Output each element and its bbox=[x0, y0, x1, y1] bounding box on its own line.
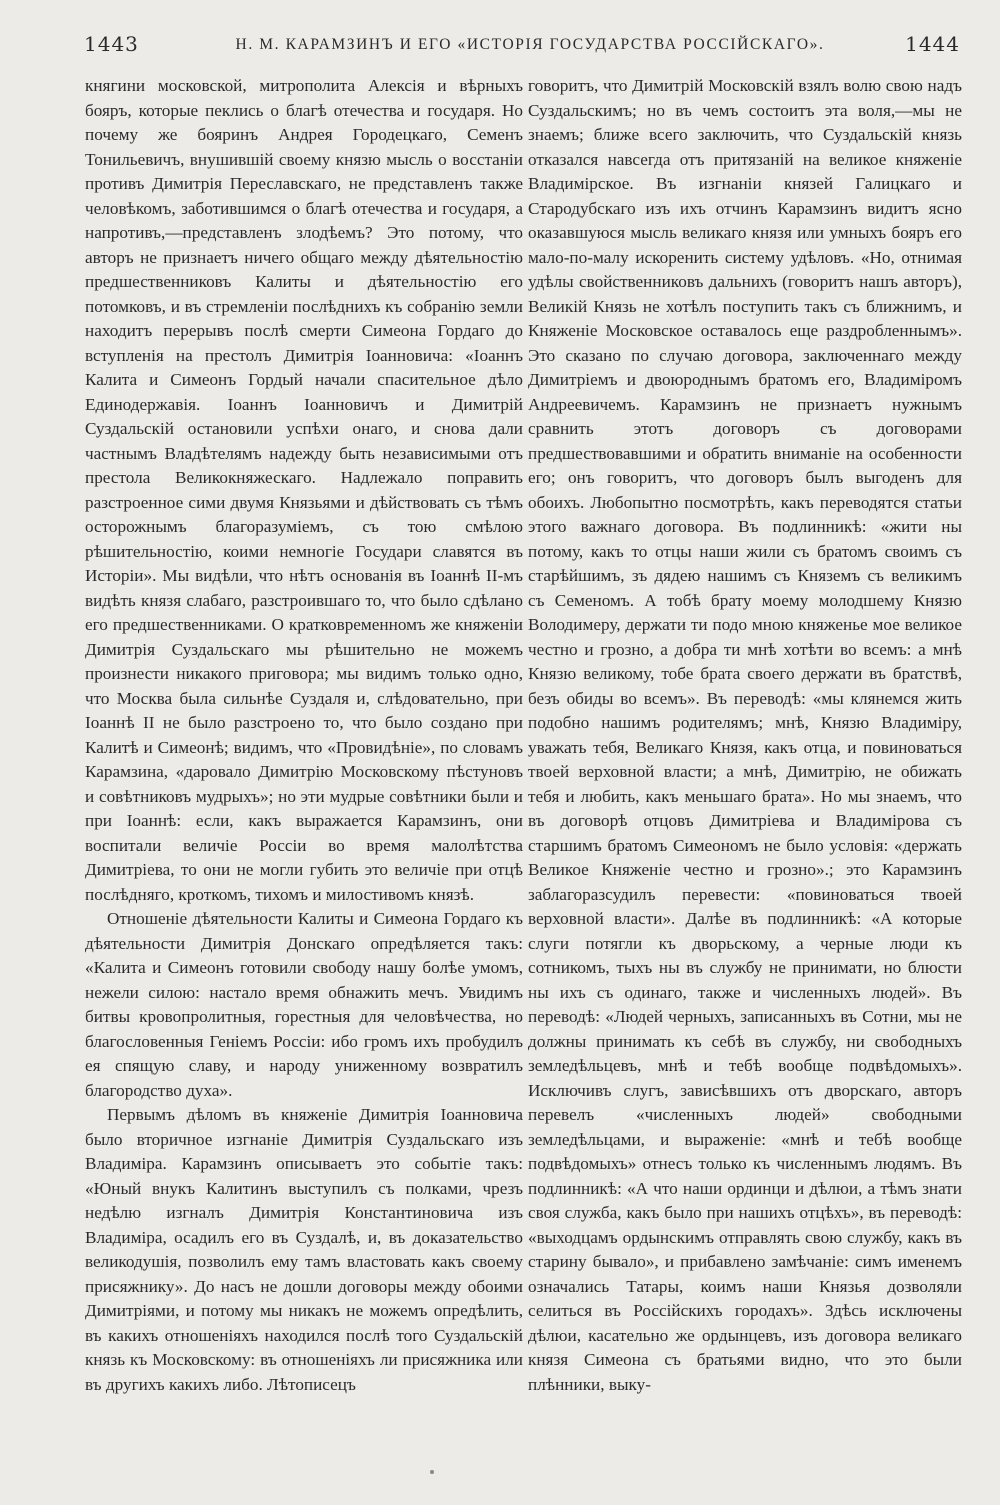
left-paragraph-1: княгини московской, митрополита Алексія и вѣрныхъ бояръ, которые пеклись о благѣ отечества и государя. Но почему же бояринъ Андрея Городецкаго, Семенъ Тонильевичъ, внушившій своему князю мысль о восстаніи противъ Димитрія Переславскаго, не представленъ также человѣкомъ, заботившимся о благѣ отечества и государя, а напротивъ,—представленъ злодѣемъ? Это потому, что авторъ не признаетъ ничего общаго между дѣятельностію предшественниковъ Калиты и дѣятельностію его потомковъ, и въ стремленіи послѣднихъ къ собранію земли находитъ перерывъ послѣ смерти Симеона Гордаго до вступленія на престолъ Димитрія Іоанновича: «Іоаннъ Калита и Симеонъ Гордый начали спасительное дѣло Единодержавія. Іоаннъ Іоанновичъ и Димитрій Суздальскій остановили успѣхи онаго, и снова дали частнымъ Владѣтелямъ надежду быть независимыми отъ престола Великокняжескаго. Надлежало поправить разстроенное сими двумя Князьями и дѣйствовать съ тѣмъ осторожнымъ благоразуміемъ, съ тою смѣлою рѣшительностію, коими немногіе Государи славятся въ Исторіи». Мы видѣли, что нѣтъ основанія въ Іоаннѣ II-мъ видѣть князя слабаго, разстроившаго то, что было сдѣлано его предшественниками. О кратковременномъ же княженіи Димитрія Суздальскаго мы рѣшительно не можемъ произнести никакого приговора; мы видимъ только одно, что Москва была сильнѣе Суздаля и, слѣдовательно, при Іоаннѣ II не было разстроено то, что было создано при Калитѣ и Симеонѣ; видимъ, что «Провидѣніе», по словамъ Карамзина, «даровало Димитрію Московскому пѣстуновъ и совѣтниковъ мудрыхъ»; но эти мудрые совѣтники были и при Іоаннѣ: если, какъ выражается Карамзинъ, они воспитали величіе Россіи во время малолѣтства Димитріева, то они не могли губить это величіе при отцѣ послѣдняго, кроткомъ, тихомъ и милостивомъ князѣ. bbox=[85, 76, 523, 904]
page-number-left: 1443 bbox=[84, 32, 139, 56]
right-paragraph-1: говоритъ, что Димитрій Московскій взялъ волю свою надъ Суздальскимъ; но въ чемъ состоитъ эта воля,—мы не знаемъ; ближе всего заключить, что Суздальскій князь отказался навсегда отъ притязаній на великое княженіе Владимірское. Въ изгнаніи князей Галицкаго и Стародубскаго изъ ихъ отчинъ Карамзинъ видитъ ясно оказавшуюся мысль великаго князя или умныхъ бояръ его мало-по-малу искоренить систему удѣловъ. «Но, отнимая удѣлы свойственниковъ дальнихъ (говоритъ нашъ авторъ), Великій Князь не хотѣлъ поступить такъ съ ближнимъ, и Княженіе Московское оставалось еще раздробленнымъ». Это сказано по случаю договора, заключеннаго между Димитріемъ и двоюроднымъ братомъ его, Владиміромъ Андреевичемъ. Карамзинъ не признаетъ нужнымъ сравнить этотъ договоръ съ договорами предшествовавшими и обратить вниманіе на особенности его; онъ говоритъ, что договоръ былъ выгоденъ для обоихъ. Любопытно посмотрѣть, какъ переводятся статьи этого важнаго договора. Въ подлинникѣ: «жити ны потому, какъ то отцы наши жили съ братомъ своимъ съ старѣйшимъ, зъ дядею нашимъ съ Княземъ съ великимъ съ Семеномъ. А тобѣ брату моему молодшему Князю Володимеру, держати ти подо мною княженье мое великое честно и грозно, а добра ти мнѣ хотѣти во всемъ: а мнѣ Князю великому, тобе брата своего держати въ братствѣ, безъ обиды во всемъ». Въ переводѣ: «мы клянемся жить подобно нашимъ родителямъ; мнѣ, Князю Владиміру, уважать тебя, Великаго Князя, какъ отца, и повиноваться твоей верховной власти; а мнѣ, Димитрію, не обижать тебя и любить, какъ меньшаго брата». Но мы знаемъ, что въ договорѣ отцовъ Димитріева и Владимірова съ старшимъ братомъ Симеономъ не было условія: «держать Великое Княженіе честно и грозно».; это Карамзинъ заблагоразсудилъ перевести: «повиноваться твоей верховной власти». Далѣе въ подлинникѣ: «А которые слуги потягли къ дворьскому, а черные люди къ сотникомъ, тыхъ ны въ службу не принимати, но блюсти ны ихъ съ одинаго, также и численныхъ людей». Въ переводѣ: «Людей черныхъ, записанныхъ въ Сотни, мы не должны принимать къ себѣ въ службу, ни свободныхъ земледѣльцевъ, мнѣ и тебѣ вообще подвѣдомыхъ». Исключивъ слугъ, зависѣвшихъ отъ дворскаго, авторъ перевелъ «численныхъ людей» свободными земледѣльцами, и выраженіе: «мнѣ и тебѣ вообще подвѣдомыхъ» отнесъ только къ численнымъ людямъ. Въ подлинникѣ: «А что наши ординци и дѣлюи, а тѣмъ знати своя служба, какъ было при нашихъ отцѣхъ», въ переводѣ: «выходцамъ ордынскимъ отправлять свою службу, какъ въ старину бывало», и прибавлено замѣчаніе: симъ именемъ означались Татары, коимъ наши Князья дозволяли селиться въ Россійскихъ городахъ». Здѣсь исключены дѣлюи, касательно же ордынцевъ, изъ договора великаго князя Симеона съ братьями видно, что это были плѣнники, выку- bbox=[528, 76, 962, 1394]
left-paragraph-2: Отношеніе дѣятельности Калиты и Симеона Гордаго къ дѣятельности Димитрія Донскаго опредѣляется такъ: «Калита и Симеонъ готовили свободу нашу болѣе умомъ, нежели силою: настало время обнажить мечъ. Увидимъ битвы кровопролитныя, горестныя для человѣчества, но благословенныя Геніемъ Россіи: ибо громъ ихъ пробудилъ ея спящую славу, и народу униженному возвратилъ благородство духа». bbox=[85, 909, 523, 1100]
right-column bbox=[528, 74, 962, 1397]
left-column bbox=[85, 74, 523, 1397]
running-title: Н. М. КАРАМЗИНЪ И ЕГО «ИСТОРІЯ ГОСУДАРСТВА РОССІЙСКАГО». bbox=[235, 36, 825, 53]
left-paragraph-3: Первымъ дѣломъ въ княженіе Димитрія Іоанновича было вторичное изгнаніе Димитрія Суздальскаго изъ Владиміра. Карамзинъ описываетъ это событіе такъ: «Юный внукъ Калитинъ выступилъ съ полками, чрезъ недѣлю изгналъ Димитрія Константиновича изъ Владиміра, осадилъ его въ Суздалѣ, и, въ доказательство великодушія, позволилъ ему тамъ властовать какъ своему присяжнику». До насъ не дошли договоры между обоими Димитріями, и потому мы никакъ не можемъ опредѣлить, въ какихъ отношеніяхъ находился послѣ того Суздальскій князь къ Московскому: въ отношеніяхъ ли присяжника или въ другихъ какихъ либо. Лѣтописецъ bbox=[85, 1105, 523, 1394]
footer-mark bbox=[430, 1470, 434, 1474]
page-number-right: 1444 bbox=[905, 32, 960, 56]
page-header bbox=[0, 28, 1000, 68]
